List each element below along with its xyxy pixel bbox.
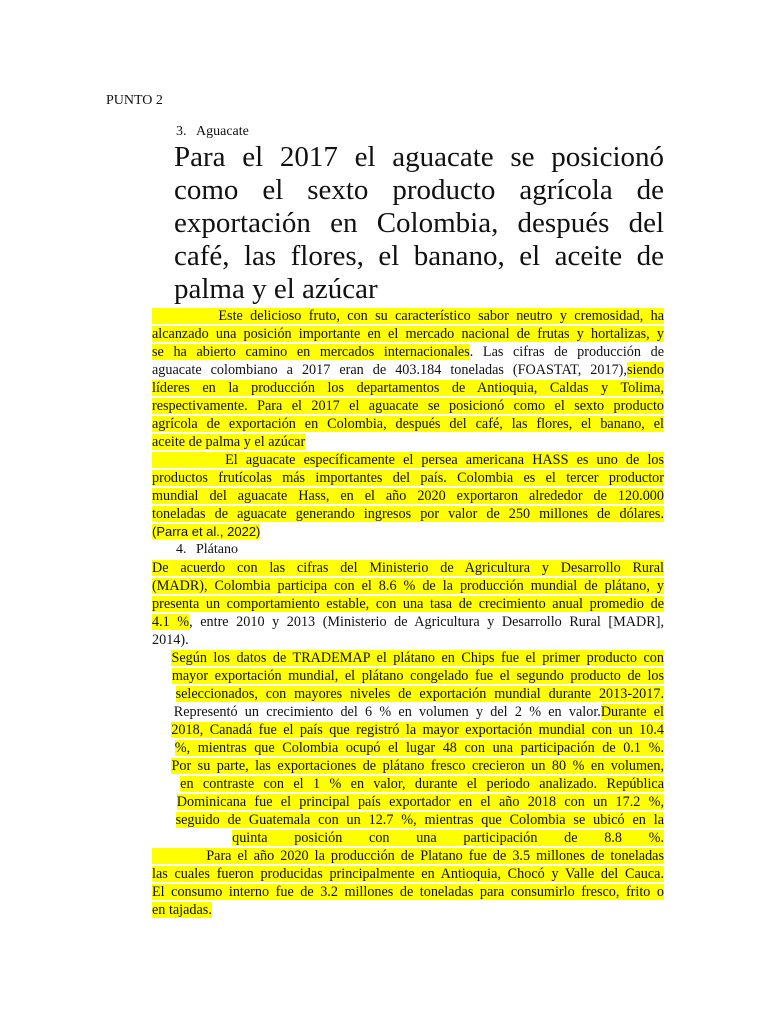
list-title: Aguacate <box>196 124 249 139</box>
highlight: mundial del aguacate Hass, en el año 2020 exportaron alrededor de 120.000 <box>152 488 664 504</box>
line <box>152 721 664 739</box>
highlight: aceite de palma y el azúcar <box>152 434 306 450</box>
highlight: las cuales fueron producidas principalmente en Antioquia, Chocó y Valle del Cauca. <box>152 866 664 882</box>
highlight: toneladas de aguacate generando ingresos por valor de 250 millones de dólares. <box>152 506 664 522</box>
line <box>152 451 664 469</box>
highlight: (MADR), Colombia participa con el 8.6 % de la producción mundial de plátano, y <box>152 578 664 594</box>
highlight: en tajadas. <box>152 902 212 918</box>
list-item-platano <box>176 542 238 558</box>
paragraph-platano-2020 <box>152 847 664 919</box>
line: 2014). <box>152 632 189 648</box>
list-item-aguacate <box>176 124 249 140</box>
large-heading: Para el 2017 el aguacate se posicionó como el sexto producto agrícola de exportación en Colombia, después del café, las flores, el banano, el aceite de palma y el azúcar <box>174 141 664 305</box>
paragraph-aguacate-hass <box>152 451 664 541</box>
line <box>152 307 664 325</box>
line: 4.1 %, entre 2010 y 2013 (Ministerio de Agricultura y Desarrollo Rural [MADR], <box>152 614 664 630</box>
highlight: Dominicana fue el principal país exportador en el año 2018 con un 17.2 %, <box>176 794 665 810</box>
line <box>152 595 664 613</box>
line: aguacate colombiano a 2017 eran de 403.184 toneladas (FOASTAT, 2017),siendo <box>152 362 664 378</box>
highlight: productos frutícolas más importantes del país. Colombia es el tercer productor <box>152 470 664 486</box>
line <box>152 649 664 667</box>
highlight: siendo <box>626 362 664 378</box>
paragraph-aguacate-production <box>152 307 664 451</box>
punto-label: PUNTO 2 <box>106 93 163 108</box>
line <box>152 865 664 883</box>
highlight: respectivamente. Para el 2017 el aguacate se posicionó como el sexto producto <box>152 398 664 414</box>
line <box>152 433 664 451</box>
line <box>152 379 664 397</box>
citation: (Parra et al., 2022) <box>152 524 261 539</box>
highlight: Por su parte, las exportaciones de plátano fresco crecieron un 80 % en volumen, <box>171 758 664 774</box>
highlight: Para el año 2020 la producción de Platano fue de 3.5 millones de toneladas <box>152 848 664 864</box>
line <box>152 667 664 685</box>
line <box>152 847 664 865</box>
highlight: Durante el <box>600 704 664 720</box>
highlight: 2018, Canadá fue el país que registró la mayor exportación mundial con un 10.4 <box>171 722 664 738</box>
highlight: El aguacate específicamente el persea americana HASS es uno de los <box>152 452 664 468</box>
line <box>152 325 664 343</box>
highlight: El consumo interno fue de 3.2 millones de toneladas para consumirlo fresco, frito o <box>152 884 664 900</box>
line <box>152 811 664 829</box>
line <box>152 883 664 901</box>
highlight: De acuerdo con las cifras del Ministerio de Agricultura y Desarrollo Rural <box>152 560 664 576</box>
line <box>152 829 664 847</box>
paragraph-platano-madr <box>152 559 664 649</box>
line <box>152 559 664 577</box>
highlight: Este delicioso fruto, con su característico sabor neutro y cremosidad, ha <box>152 308 664 324</box>
highlight: presenta un comportamiento estable, con una tasa de crecimiento anual promedio de <box>152 596 664 612</box>
highlight: agrícola de exportación en Colombia, después del café, las flores, el banano, el <box>152 416 664 432</box>
list-number: 4. <box>176 542 187 557</box>
highlight: seguido de Guatemala con un 12.7 %, mientras que Colombia se ubicó en la <box>175 812 664 828</box>
highlight: %, mientras que Colombia ocupó el lugar 48 con una participación de 0.1 %. <box>174 740 664 756</box>
line <box>152 577 664 595</box>
highlight: alcanzado una posición importante en el mercado nacional de frutas y hortalizas, y <box>152 326 664 342</box>
line <box>152 415 664 433</box>
line <box>152 505 664 523</box>
list-title: Plátano <box>196 542 238 557</box>
line <box>152 775 664 793</box>
line <box>152 487 664 505</box>
line <box>152 469 664 487</box>
line <box>152 793 664 811</box>
line <box>152 397 664 415</box>
list-number: 3. <box>176 124 187 139</box>
line <box>152 685 664 703</box>
highlight: mayor exportación mundial, el plátano congelado fue el segundo producto de los <box>171 668 665 684</box>
highlight: quinta posición con una participación de 8.8 %. <box>232 830 665 846</box>
highlight: se ha abierto camino en mercados internacionales <box>152 344 470 360</box>
highlight: líderes en la producción los departamentos de Antioquia, Caldas y Tolima, <box>152 380 664 396</box>
line <box>152 901 664 919</box>
highlight: en contraste con el 1 % en valor, durante el periodo analizado. República <box>180 776 664 792</box>
paragraph-platano-trademap <box>152 649 664 865</box>
line <box>152 757 664 775</box>
line: Representó un crecimiento del 6 % en volumen y del 2 % en valor.Durante el <box>173 704 664 720</box>
line: se ha abierto camino en mercados internacionales. Las cifras de producción de <box>152 344 664 360</box>
highlight: Según los datos de TRADEMAP el plátano en Chips fue el primer producto con <box>171 650 664 666</box>
line <box>152 523 664 541</box>
highlight: seleccionados, con mayores niveles de exportación mundial durante 2013-2017. <box>175 686 664 702</box>
line <box>152 739 664 757</box>
highlight: 4.1 % <box>152 614 190 630</box>
